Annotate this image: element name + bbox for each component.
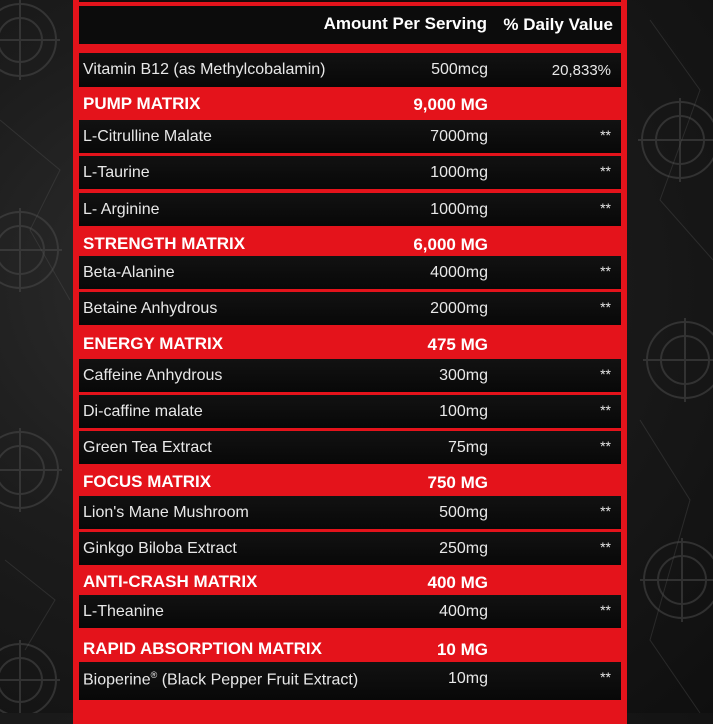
ingredient-amount: 100mg <box>439 403 488 420</box>
ingredient-amount: 250mg <box>439 540 488 557</box>
ingredient-name: Beta-Alanine <box>83 264 175 281</box>
ingredient-name: L-Theanine <box>83 603 164 620</box>
ingredient-name: Lion's Mane Mushroom <box>83 504 249 521</box>
ingredient-brand-name: Bioperine <box>83 671 151 689</box>
ingredient-row <box>79 532 621 565</box>
crosshair-emblem-icon <box>0 0 60 80</box>
ingredient-amount: 2000mg <box>430 300 488 317</box>
ingredient-row <box>79 193 621 226</box>
ingredient-amount: 10mg <box>447 670 488 687</box>
category-total: 10 MG <box>436 640 488 659</box>
nutrient-row-vitamin-b12 <box>79 53 621 87</box>
ingredient-name: Green Tea Extract <box>83 439 212 456</box>
ingredient-row <box>79 395 621 428</box>
category-total: 9,000 MG <box>413 95 488 114</box>
ingredient-daily-value: ** <box>600 366 611 382</box>
ingredient-amount: 7000mg <box>430 128 488 145</box>
ingredient-daily-value: ** <box>600 163 611 179</box>
table-header <box>79 6 621 44</box>
ingredient-row <box>79 496 621 529</box>
supplement-facts-panel <box>73 0 627 724</box>
ingredient-row <box>79 595 621 628</box>
ingredient-name <box>83 670 358 689</box>
category-title: STRENGTH MATRIX <box>83 234 246 253</box>
ingredient-name: L-Citrulline Malate <box>83 128 212 145</box>
ingredient-row <box>79 662 621 700</box>
ingredient-name: L- Arginine <box>83 201 160 218</box>
category-title: FOCUS MATRIX <box>83 472 212 491</box>
ingredient-amount: 4000mg <box>430 264 488 281</box>
ingredient-amount: 400mg <box>439 603 488 620</box>
ingredient-row <box>79 292 621 325</box>
category-title: ENERGY MATRIX <box>83 334 224 353</box>
ingredient-row <box>79 359 621 392</box>
ingredient-daily-value: ** <box>600 503 611 519</box>
crosshair-emblem-icon <box>638 98 713 182</box>
ingredient-daily-value: ** <box>600 402 611 418</box>
ingredient-row <box>79 256 621 289</box>
ingredient-daily-value: ** <box>600 602 611 618</box>
top-divider <box>79 0 621 2</box>
ingredient-amount: 1000mg <box>430 164 488 181</box>
ingredient-daily-value: ** <box>600 127 611 143</box>
ingredient-name: Di-caffine malate <box>83 403 203 420</box>
ingredient-daily-value: ** <box>600 438 611 454</box>
category-total: 750 MG <box>427 473 488 492</box>
category-anti-crash-matrix <box>79 568 621 596</box>
category-energy-matrix <box>79 330 621 358</box>
ingredient-daily-value: ** <box>600 263 611 279</box>
category-pump-matrix <box>79 90 621 118</box>
ingredient-amount: 500mcg <box>431 61 488 78</box>
ingredient-row <box>79 120 621 153</box>
category-total: 400 MG <box>427 573 488 592</box>
ingredient-name: Vitamin B12 (as Methylcobalamin) <box>83 61 326 78</box>
category-focus-matrix <box>79 468 621 496</box>
ingredient-daily-value: ** <box>600 669 611 685</box>
ingredient-daily-value: ** <box>600 200 611 216</box>
amount-per-serving-header: Amount Per Serving <box>323 14 487 33</box>
registered-mark: ® <box>150 670 158 680</box>
ingredient-name: Betaine Anhydrous <box>83 300 218 317</box>
ingredient-amount: 300mg <box>439 367 488 384</box>
crosshair-emblem-icon <box>640 538 713 622</box>
ingredient-daily-value: 20,833% <box>551 62 611 79</box>
category-title: PUMP MATRIX <box>83 94 201 113</box>
category-total: 475 MG <box>427 335 488 354</box>
ingredient-name: Ginkgo Biloba Extract <box>83 540 237 557</box>
ingredient-amount: 75mg <box>447 439 488 456</box>
ingredient-row <box>79 156 621 189</box>
daily-value-header: % Daily Value <box>503 15 613 34</box>
category-title: ANTI-CRASH MATRIX <box>83 572 258 591</box>
crosshair-emblem-icon <box>643 318 713 402</box>
category-title: RAPID ABSORPTION MATRIX <box>83 639 322 658</box>
crosshair-emblem-icon <box>0 208 62 292</box>
ingredient-row <box>79 431 621 464</box>
crosshair-emblem-icon <box>0 640 60 713</box>
ingredient-amount: 500mg <box>439 504 488 521</box>
category-strength-matrix <box>79 230 621 258</box>
crosshair-emblem-icon <box>0 428 62 512</box>
category-rapid-absorption-matrix <box>79 635 621 663</box>
category-total: 6,000 MG <box>413 235 488 254</box>
ingredient-daily-value: ** <box>600 299 611 315</box>
ingredient-amount: 1000mg <box>430 201 488 218</box>
ingredient-name-detail: (Black Pepper Fruit Extract) <box>157 671 359 689</box>
ingredient-name: Caffeine Anhydrous <box>83 367 223 384</box>
ingredient-daily-value: ** <box>600 539 611 555</box>
ingredient-name: L-Taurine <box>83 164 150 181</box>
